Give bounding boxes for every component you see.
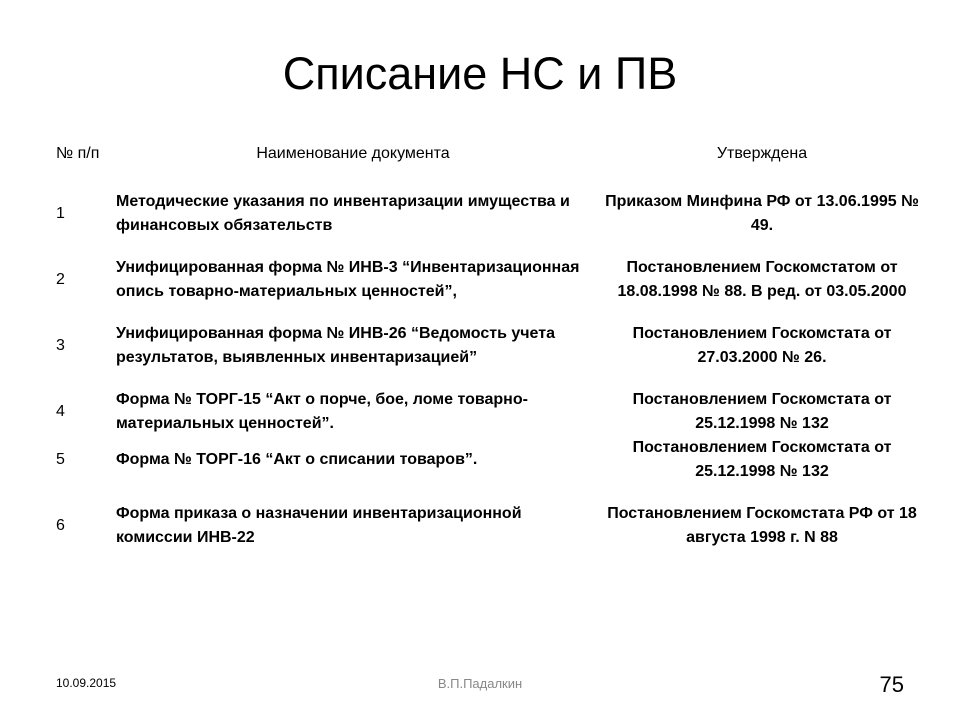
row-num: 6 <box>56 517 65 534</box>
header-approved: Утверждена <box>716 145 808 162</box>
row-approved: Приказом Минфина РФ от 13.06.1995 № 49. <box>605 193 919 234</box>
row-approved: Постановлением Госкомстата от 27.03.2000 № 26. <box>632 325 892 366</box>
row-num: 2 <box>56 271 65 288</box>
table-row <box>56 388 926 436</box>
header-num: № п/п <box>56 145 100 162</box>
page-title: Списание НС и ПВ <box>282 48 678 99</box>
table-row <box>56 502 926 568</box>
table-row <box>56 256 926 322</box>
row-approved: Постановлением Госкомстатом от 18.08.1998 № 88. В ред. от 03.05.2000 <box>617 259 907 300</box>
table-header-row <box>56 130 926 190</box>
table-row <box>56 322 926 388</box>
footer-date: 10.09.2015 <box>56 676 117 690</box>
documents-table <box>56 130 926 568</box>
row-name: Форма № ТОРГ-16 “Акт о списании товаров”. <box>116 451 478 468</box>
row-name: Методические указания по инвентаризации имущества и финансовых обязательств <box>116 193 570 234</box>
page-number: 75 <box>879 672 904 697</box>
table-row <box>56 436 926 502</box>
row-name: Унифицированная форма № ИНВ-26 “Ведомость учета результатов, выявленных инвентаризацией” <box>116 325 555 366</box>
table-row <box>56 190 926 256</box>
row-approved: Постановлением Госкомстата РФ от 18 августа 1998 г. N 88 <box>607 505 917 546</box>
header-name: Наименование документа <box>256 145 450 162</box>
row-approved: Постановлением Госкомстата от 25.12.1998 № 132 <box>632 391 892 432</box>
row-name: Форма приказа о назначении инвентаризационной комиссии ИНВ-22 <box>116 505 522 546</box>
row-name: Форма № ТОРГ-15 “Акт о порче, бое, ломе товарно-материальных ценностей”. <box>116 391 528 432</box>
row-num: 3 <box>56 337 65 354</box>
row-num: 4 <box>56 403 65 420</box>
row-name: Унифицированная форма № ИНВ-3 “Инвентаризационная опись товарно-материальных ценностей”, <box>116 259 580 300</box>
footer-author: В.П.Падалкин <box>437 676 523 691</box>
row-num: 1 <box>56 205 65 222</box>
row-approved: Постановлением Госкомстата от 25.12.1998 № 132 <box>632 439 892 480</box>
row-num: 5 <box>56 451 65 468</box>
